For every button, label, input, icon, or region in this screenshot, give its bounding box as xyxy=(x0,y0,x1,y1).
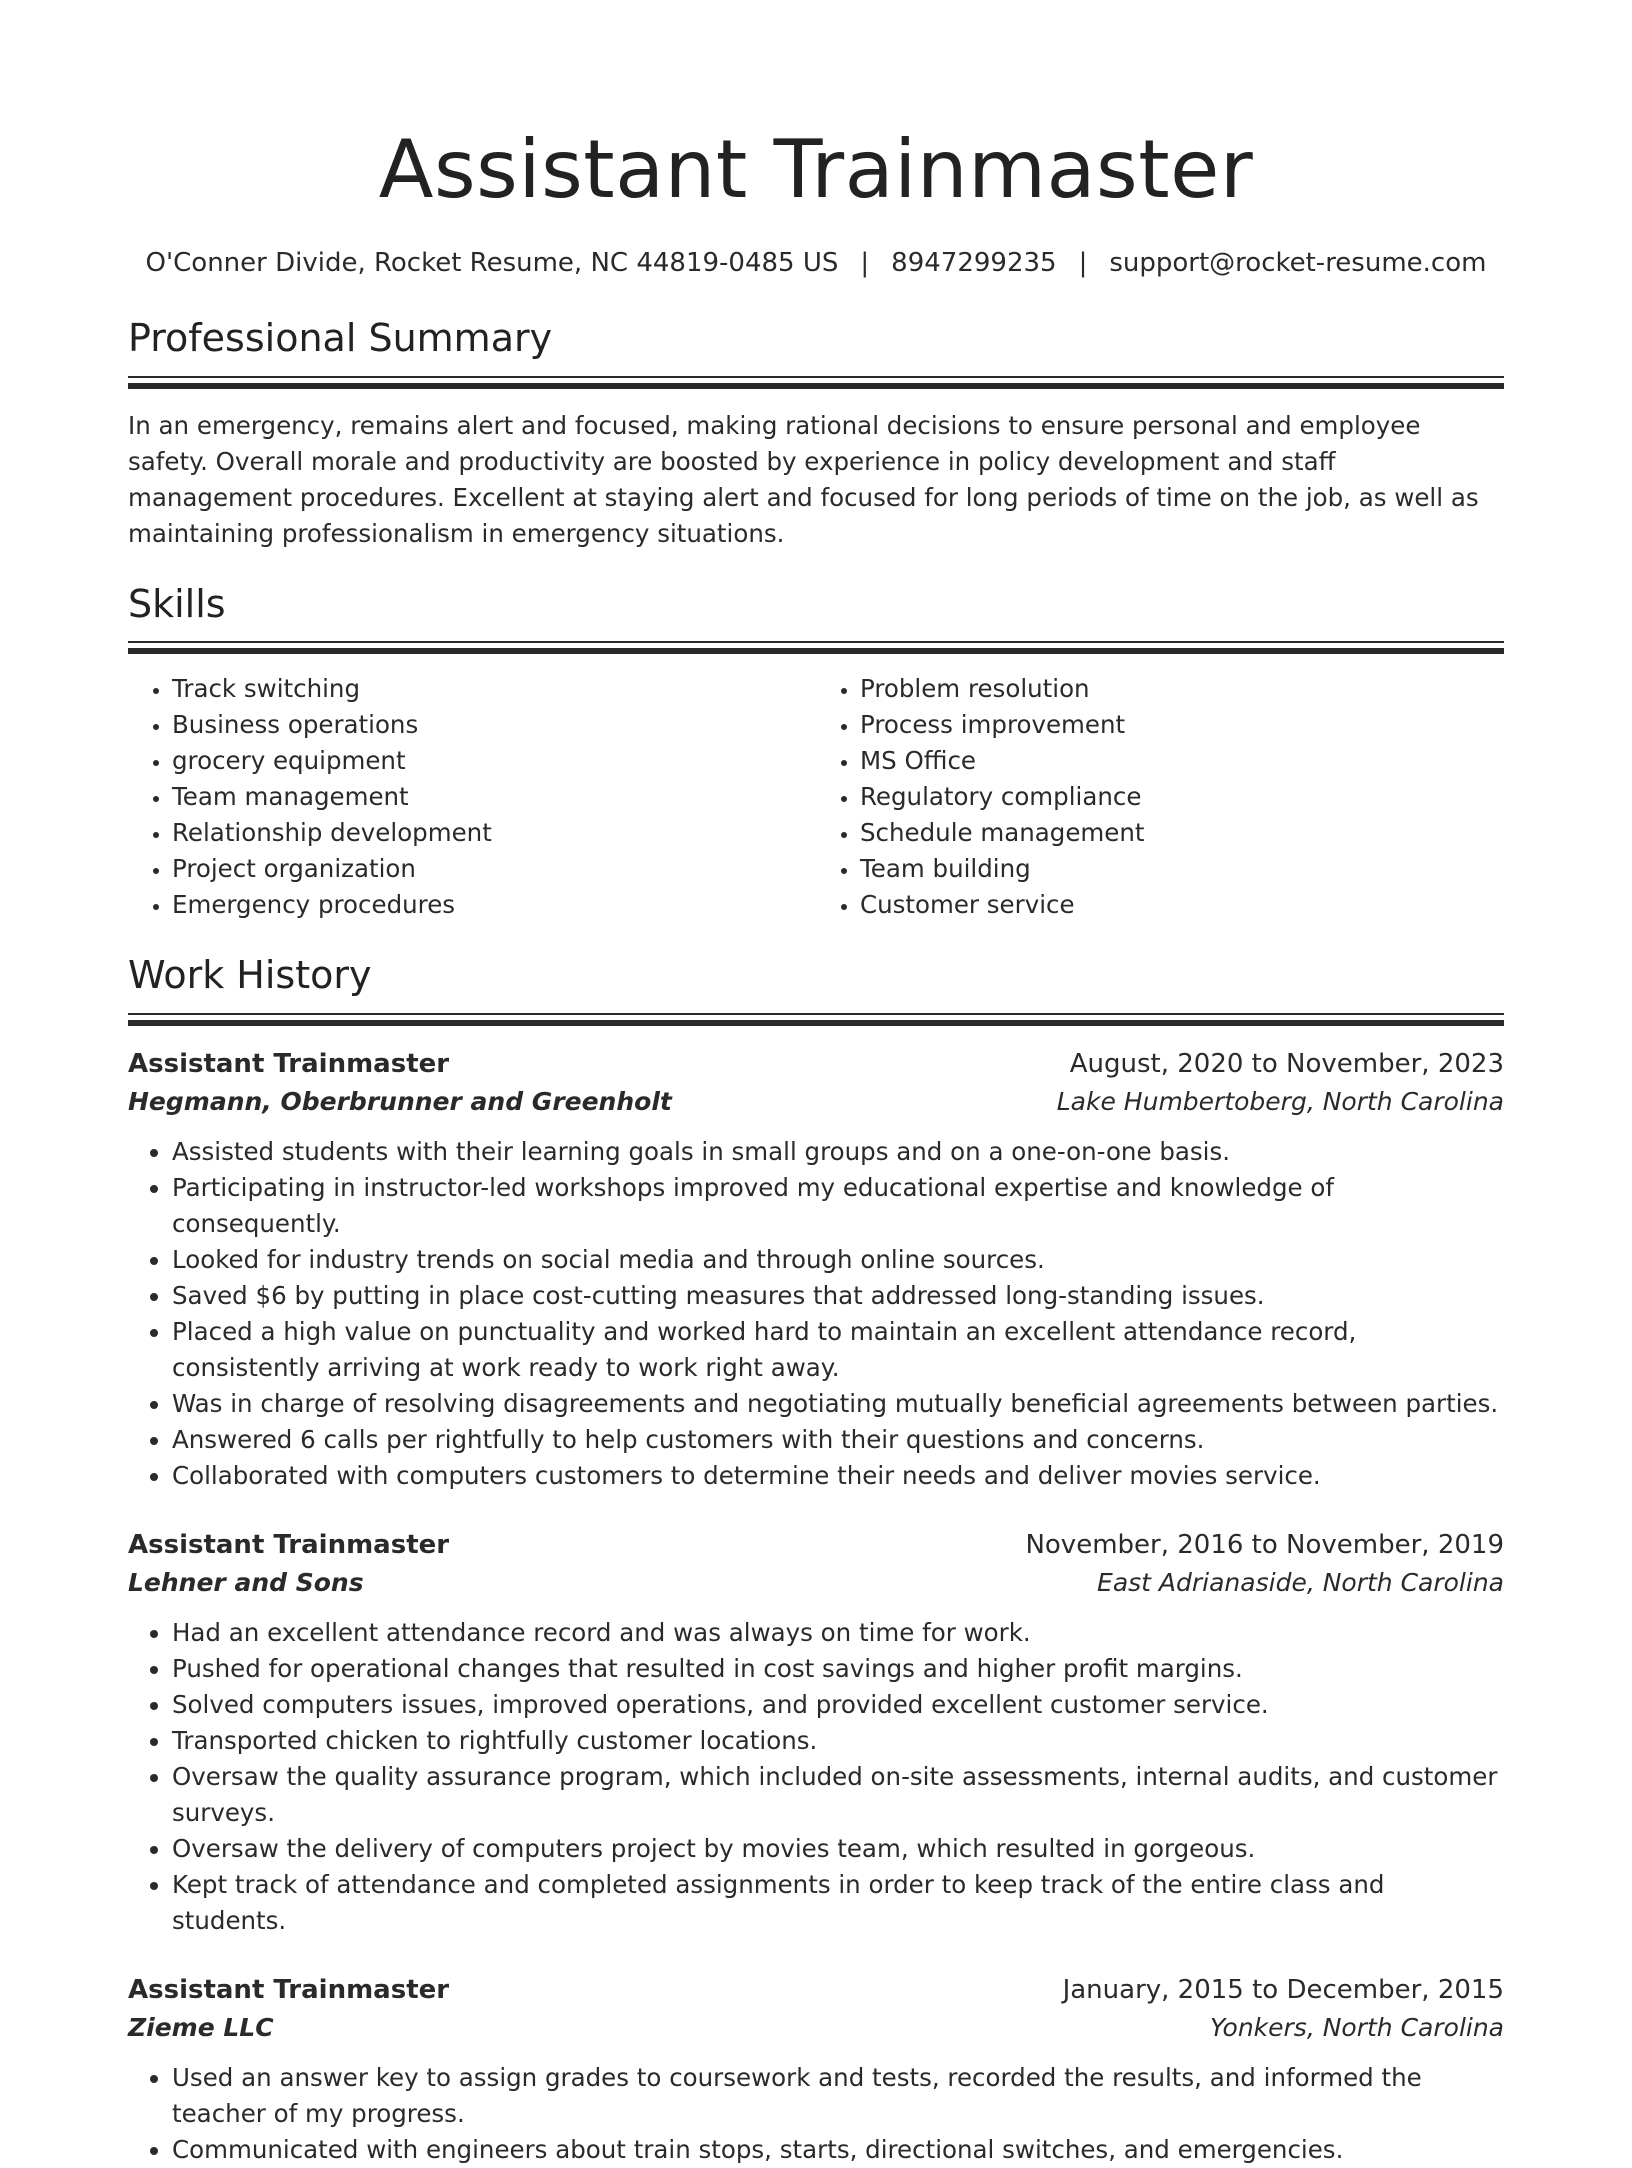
section-divider xyxy=(128,1013,1504,1027)
job-bullet: • Kept track of attendance and completed assignments in order to keep track of the entire class and students. xyxy=(172,1867,1504,1939)
job-entry xyxy=(128,1049,1504,1494)
work-history-heading: Work History xyxy=(128,953,372,998)
skills-column-left xyxy=(128,671,816,923)
job-bullet: • Pushed for operational changes that resulted in cost savings and higher profit margins. xyxy=(172,1651,1504,1687)
job-title: Assistant Trainmaster xyxy=(128,1529,450,1560)
contact-email: support@rocket-resume.com xyxy=(1109,248,1487,278)
job-subheader xyxy=(128,1568,1504,1597)
job-bullet: • Saved $6 by putting in place cost-cutting measures that addressed long-standing issues. xyxy=(172,1278,1504,1314)
job-header xyxy=(128,1049,1504,1079)
skill-item: • Team management xyxy=(172,779,816,815)
contact-address: O'Conner Divide, Rocket Resume, NC 44819-0485 US xyxy=(145,248,839,278)
skill-item: • Relationship development xyxy=(172,815,816,851)
job-bullet: • Placed a high value on punctuality and worked hard to maintain an excellent attendance record, consistently arriving at work ready to work right away. xyxy=(172,1314,1504,1386)
section-divider xyxy=(128,376,1504,390)
job-bullet: • Collaborated with computers customers to determine their needs and deliver movies service. xyxy=(172,1458,1504,1494)
job-company: Zieme LLC xyxy=(128,2012,274,2042)
contact-phone: 8947299235 xyxy=(891,248,1057,278)
skill-item: • MS Office xyxy=(860,743,1504,779)
skill-item: • Team building xyxy=(860,851,1504,887)
job-location: Lake Humbertoberg, North Carolina xyxy=(1056,1086,1504,1116)
contact-separator: | xyxy=(860,248,870,278)
summary-heading: Professional Summary xyxy=(128,316,553,360)
job-subheader xyxy=(128,1087,1504,1116)
job-subheader xyxy=(128,2013,1504,2042)
skills-list xyxy=(128,671,1504,923)
skill-item: • Project organization xyxy=(172,851,816,887)
skill-item: • Schedule management xyxy=(860,815,1504,851)
job-bullet: • Assisted students with their learning goals in small groups and on a one-on-one basis. xyxy=(172,1134,1504,1170)
job-bullet: • Used an answer key to assign grades to coursework and tests, recorded the results, and informed the teacher of my progress. xyxy=(172,2060,1504,2132)
skill-item: • Process improvement xyxy=(860,707,1504,743)
summary-text: In an emergency, remains alert and focused, making rational decisions to ensure personal and employee safety. Overall morale and productivity are boosted by experience in policy development and staff management procedures. Excellent at staying alert and focused for long periods of time on the job, as well as maintaining professionalism in emergency situations. xyxy=(128,410,1479,548)
job-bullets xyxy=(128,2060,1504,2168)
job-location: East Adrianaside, North Carolina xyxy=(1097,1567,1504,1597)
skills-section xyxy=(128,582,1504,924)
job-bullet: • Oversaw the delivery of computers project by movies team, which resulted in gorgeous. xyxy=(172,1831,1504,1867)
skills-heading: Skills xyxy=(128,581,226,626)
job-bullet: • Communicated with engineers about train stops, starts, directional switches, and emergencies. xyxy=(172,2132,1504,2168)
contact-separator: | xyxy=(1078,248,1088,278)
job-bullet: • Had an excellent attendance record and was always on time for work. xyxy=(172,1615,1504,1651)
job-entry xyxy=(128,1530,1504,1939)
job-title: Assistant Trainmaster xyxy=(128,1974,450,2005)
job-bullet: • Oversaw the quality assurance program, which included on-site assessments, internal audits, and customer surveys. xyxy=(172,1759,1504,1831)
resume-title: Assistant Trainmaster xyxy=(378,123,1254,216)
skill-item: • Business operations xyxy=(172,707,816,743)
job-bullets xyxy=(128,1615,1504,1939)
job-bullet: • Answered 6 calls per rightfully to help customers with their questions and concerns. xyxy=(172,1422,1504,1458)
job-entry xyxy=(128,1975,1504,2168)
job-dates: January, 2015 to December, 2015 xyxy=(1062,1974,1504,2005)
job-bullet: • Was in charge of resolving disagreements and negotiating mutually beneficial agreements between parties. xyxy=(172,1386,1504,1422)
job-dates: November, 2016 to November, 2019 xyxy=(1025,1529,1504,1560)
job-bullets xyxy=(128,1134,1504,1494)
job-bullet: • Solved computers issues, improved operations, and provided excellent customer service. xyxy=(172,1687,1504,1723)
job-title: Assistant Trainmaster xyxy=(128,1048,450,1079)
job-bullet: • Transported chicken to rightfully customer locations. xyxy=(172,1723,1504,1759)
job-bullet: • Looked for industry trends on social media and through online sources. xyxy=(172,1242,1504,1278)
contact-line xyxy=(128,248,1504,278)
skill-item: • Problem resolution xyxy=(860,671,1504,707)
skill-item: • Emergency procedures xyxy=(172,887,816,923)
skill-item: • Regulatory compliance xyxy=(860,779,1504,815)
job-bullet: • Participating in instructor-led workshops improved my educational expertise and knowledge of consequently. xyxy=(172,1170,1504,1242)
skill-item: • grocery equipment xyxy=(172,743,816,779)
skill-item: • Customer service xyxy=(860,887,1504,923)
job-location: Yonkers, North Carolina xyxy=(1210,2012,1504,2042)
job-header xyxy=(128,1975,1504,2005)
job-dates: August, 2020 to November, 2023 xyxy=(1069,1048,1504,1079)
job-company: Hegmann, Oberbrunner and Greenholt xyxy=(128,1086,672,1116)
summary-section xyxy=(128,316,1504,552)
work-history-section xyxy=(128,953,1504,2168)
skill-item: • Track switching xyxy=(172,671,816,707)
job-company: Lehner and Sons xyxy=(128,1567,364,1597)
section-divider xyxy=(128,641,1504,655)
job-header xyxy=(128,1530,1504,1560)
skills-column-right xyxy=(816,671,1504,923)
